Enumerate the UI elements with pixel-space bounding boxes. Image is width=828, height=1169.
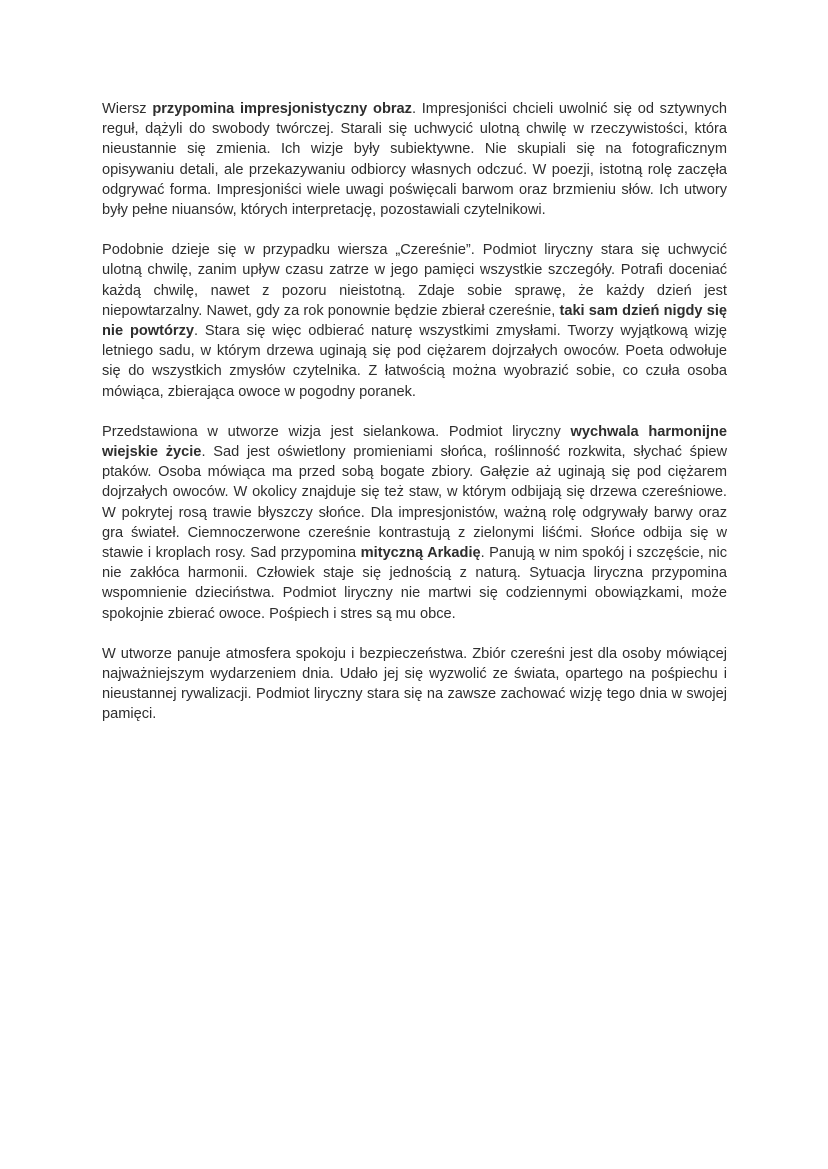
document-body	[102, 99, 727, 725]
text-segment: . Impresjoniści chcieli uwolnić się od sztywnych reguł, dążyli do swobody twórczej. Starali się uchwycić ulotną chwilę w rzeczywistości, która nieustannie się zmienia. Ich wizje były subiektywne. Nie skupiali się na fotograficznym opisywaniu detali, ale przekazywaniu odbiorcy własnych odczuć. W poezji, istotną rolę zaczęła odgrywać forma. Impresjoniści wiele uwagi poświęcali barwom oraz brzmieniu słów. Ich utwory były pełne niuansów, których interpretację, pozostawiali czytelnikowi.	[102, 101, 727, 219]
text-segment: Przedstawiona w utworze wizja jest sielankowa. Podmiot liryczny	[102, 423, 571, 440]
text-segment: . Stara się więc odbierać naturę wszystkimi zmysłami. Tworzy wyjątkową wizję letniego sadu, w którym drzewa uginają się pod ciężarem dojrzałych owoców. Poeta odwołuje się do wszystkich zmysłów czytelnika. Z łatwością można wyobrazić sobie, co czuła osoba mówiąca, zbierająca owoce w pogodny poranek.	[102, 323, 728, 400]
paragraph-3	[102, 422, 727, 624]
paragraph-4	[102, 644, 727, 725]
text-segment: W utworze panuje atmosfera spokoju i bezpieczeństwa. Zbiór czereśni jest dla osoby mówiącej najważniejszym wydarzeniem dnia. Udało jej się wyzwolić ze świata, opartego na pośpiechu i nieustannej rywalizacji. Podmiot liryczny stara się na zawsze zachować wizję tego dnia w swojej pamięci.	[102, 645, 727, 723]
bold-phrase: mityczną Arkadię	[360, 545, 481, 562]
bold-phrase: taki sam dzień nigdy się nie powtórzy	[102, 302, 727, 340]
bold-phrase: wychwala harmonijne wiejskie życie	[102, 423, 727, 461]
paragraph-2	[102, 240, 727, 402]
text-segment: . Sad jest oświetlony promieniami słońca, roślinność rozkwita, słychać śpiew ptaków. Osoba mówiąca ma przed sobą bogate zbiory. Gałęzie aż uginają się pod ciężarem dojrzałych owoców. W okolicy znajduje się też staw, w którym odbijają się drzewa czereśniowe. W pokrytej rosą trawie błyszczy słońce. Dla impresjonistów, ważną rolę odgrywały barwy oraz gra świateł. Ciemnoczerwone czereśnie kontrastują z zielonymi liśćmi. Słońce odbija się w stawie i kroplach rosy. Sad przypomina	[102, 444, 727, 562]
paragraph-1	[102, 99, 727, 220]
text-segment: Podobnie dzieje się w przypadku wiersza „Czereśnie”. Podmiot liryczny stara się uchwycić ulotną chwilę, zanim upływ czasu zatrze w jego pamięci wszystkie szczegóły. Potrafi doceniać każdą chwilę, nawet z pozoru nieistotną. Zdaje sobie sprawę, że każdy dzień jest niepowtarzalny. Nawet, gdy za rok ponownie będzie zbierał czereśnie,	[102, 242, 727, 319]
bold-phrase: przypomina impresjonistyczny obraz	[152, 101, 412, 117]
text-segment: . Panują w nim spokój i szczęście, nic nie zakłóca harmonii. Człowiek staje się jednością z naturą. Sytuacja liryczna przypomina wspomnienie dzieciństwa. Podmiot liryczny nie martwi się codziennymi obowiązkami, może spokojnie zbierać owoce. Pośpiech i stres są mu obce.	[102, 545, 727, 622]
text-segment: Wiersz	[102, 101, 153, 117]
